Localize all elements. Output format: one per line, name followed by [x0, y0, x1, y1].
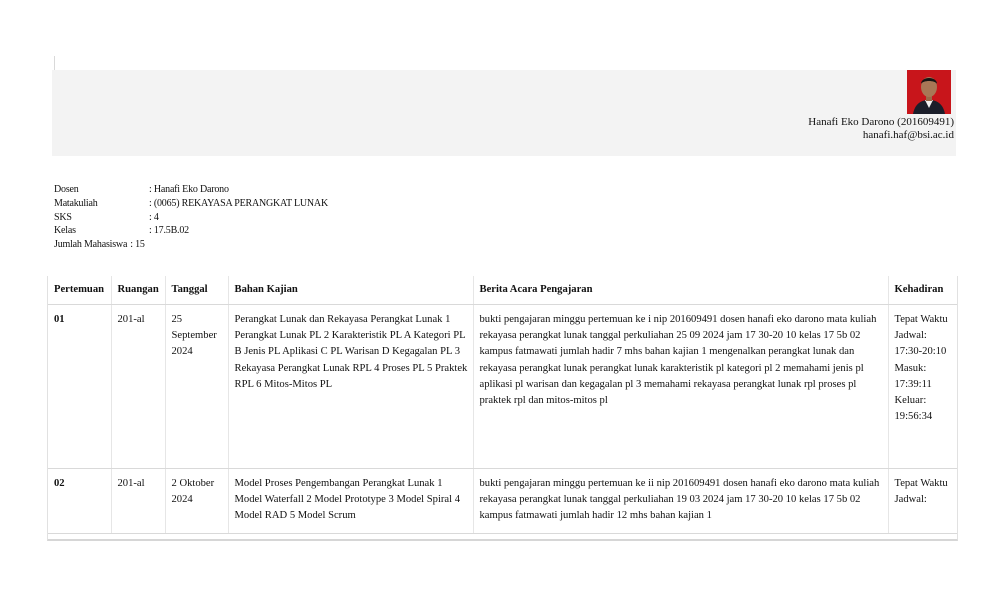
col-header-pertemuan: Pertemuan [48, 276, 111, 305]
table-row [48, 469, 957, 534]
user-name: Hanafi Eko Darono (201609491) [808, 116, 954, 128]
cell-berita-acara: bukti pengajaran minggu pertemuan ke i nip 201609491 dosen hanafi eko darono mata kuliah rekayasa perangkat lunak tanggal perkuliahan 25 09 2024 jam 17 30-20 10 kelas 17 5b 02 kampus fatmawati jumlah hadir 7 mhs bahan kajian 1 mengenalkan perangkat lunak dan rekayasa perangkat lunak perangkat lunak karakteristik pl kategori pl 2 memahami jenis pl aplikasi pl warisan dan kegagalan pl 3 memahami rekayasa perangkat lunak rpl proses pl praktek rpl dan mitos-mitos pl [473, 305, 888, 469]
info-label: SKS [54, 211, 72, 223]
avatar-portrait-icon [907, 70, 951, 114]
info-value: : 17.5B.02 [149, 225, 189, 237]
col-header-berita-acara: Berita Acara Pengajaran [473, 276, 888, 305]
cell-ruangan: 201-al [111, 469, 165, 534]
attendance-status: Tepat Waktu [894, 478, 948, 489]
cell-pertemuan: 01 [48, 305, 111, 469]
info-label: Kelas [54, 225, 76, 237]
cell-kehadiran [888, 305, 957, 469]
profile-header [52, 70, 956, 156]
cell-pertemuan: 02 [48, 469, 111, 534]
cell-berita-acara: bukti pengajaran minggu pertemuan ke ii nip 201609491 dosen hanafi eko darono mata kuliah rekayasa perangkat lunak tanggal perkuliahan 19 03 2024 jam 17 30-20 10 kelas 17 5b 02 kampus fatmawati jumlah hadir 12 mhs bahan kajian 1 [473, 469, 888, 534]
cell-tanggal: 25 September 2024 [165, 305, 228, 469]
info-label: Matakuliah [54, 197, 98, 209]
info-value: : Hanafi Eko Darono [149, 184, 229, 195]
table-row [48, 305, 957, 469]
info-value: : 4 [149, 211, 159, 223]
cell-tanggal: 2 Oktober 2024 [165, 469, 228, 534]
user-email: hanafi.haf@bsi.ac.id [862, 129, 954, 141]
cell-ruangan: 201-al [111, 305, 165, 469]
attendance-status: Tepat Waktu [894, 314, 948, 325]
col-header-bahan-kajian: Bahan Kajian [228, 276, 473, 305]
table-header-row [48, 276, 957, 305]
info-value: : 15 [130, 239, 145, 251]
avatar [907, 70, 951, 114]
info-value: : (0065) REKAYASA PERANGKAT LUNAK [149, 197, 328, 209]
cell-bahan-kajian: Model Proses Pengembangan Perangkat Lunak 1 Model Waterfall 2 Model Prototype 3 Model Spiral 4 Model RAD 5 Model Scrum [228, 469, 473, 534]
teaching-log-table [47, 276, 958, 541]
cell-kehadiran [888, 469, 957, 534]
col-header-tanggal: Tanggal [165, 276, 228, 305]
info-row-dosen [54, 183, 328, 197]
header-divider [54, 56, 55, 70]
info-row-jumlah-mahasiswa [54, 238, 328, 252]
col-header-kehadiran: Kehadiran [888, 276, 957, 305]
attendance-in: Masuk: 17:39:11 [894, 362, 932, 390]
course-info [54, 183, 328, 252]
col-header-ruangan: Ruangan [111, 276, 165, 305]
info-label: Dosen [54, 184, 79, 195]
info-row-kelas [54, 224, 328, 238]
attendance-schedule: Jadwal: 17:30-20:10 [894, 330, 947, 358]
info-row-matakuliah [54, 197, 328, 211]
info-label: Jumlah Mahasiswa [54, 239, 128, 251]
cell-bahan-kajian: Perangkat Lunak dan Rekayasa Perangkat Lunak 1 Perangkat Lunak PL 2 Karakteristik PL A Kategori PL B Jenis PL Aplikasi C PL Warisan D Kegagalan PL 3 Rekayasa Perangkat Lunak RPL 4 Proses PL 5 Praktek RPL 6 Mitos-Mitos PL [228, 305, 473, 469]
info-row-sks [54, 211, 328, 225]
attendance-out: Keluar: 19:56:34 [894, 395, 933, 423]
attendance-schedule: Jadwal: [894, 494, 927, 506]
